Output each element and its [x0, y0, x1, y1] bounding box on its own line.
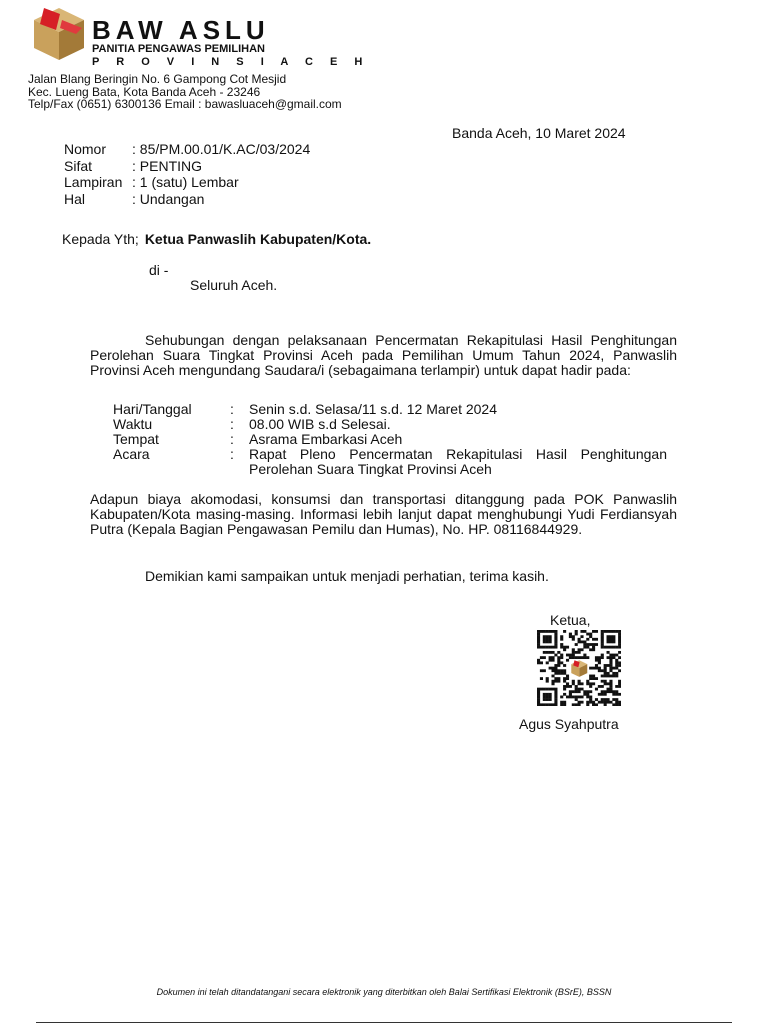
addressee-name: Ketua Panwaslih Kabupaten/Kota.	[144, 231, 372, 247]
schedule-colon: :	[230, 401, 234, 417]
signature-title: Ketua,	[550, 612, 591, 628]
address-line: Kec. Lueng Bata, Kota Banda Aceh - 23246	[28, 85, 261, 99]
meta-label: Sifat	[64, 157, 93, 174]
body-paragraph-2: Adapun biaya akomodasi, konsumsi dan transportasi ditanggung pada POK Panwaslih Kabupaten/Kota masing-masing. Informasi lebih lanjut dapat menghubungi Yudi Ferdiansyah Putra (Kepala Bagian Pengawasan Pemilu dan Humas), No. HP. 08116844929.	[90, 491, 677, 537]
meta-row-lampiran	[64, 174, 310, 191]
place-date: Banda Aceh, 10 Maret 2024	[452, 125, 626, 141]
schedule-row	[113, 432, 667, 447]
meta-row-sifat	[64, 158, 310, 175]
addressee-place: Seluruh Aceh.	[190, 277, 278, 293]
meta-value: : PENTING	[132, 157, 203, 174]
qr-code-icon	[537, 630, 621, 706]
schedule-label: Acara	[113, 446, 150, 462]
schedule-label: Waktu	[113, 416, 153, 432]
body-paragraph-3: Demikian kami sampaikan untuk menjadi perhatian, terima kasih.	[145, 568, 549, 584]
org-name: BAW ASLU	[92, 15, 270, 45]
meta-label: Lampiran	[64, 174, 123, 190]
addressee	[62, 231, 371, 247]
meta-value: : 1 (satu) Lembar	[132, 174, 239, 190]
body-paragraph-1: Sehubungan dengan pelaksanaan Pencermatan Rekapitulasi Hasil Penghitungan Perolehan Suara Tingkat Provinsi Aceh pada Pemilihan Umum Tahun 2024, Panwaslih Provinsi Aceh mengundang Saudara/i (sebagaimana terlampir) untuk dapat hadir pada:	[90, 332, 677, 378]
schedule-colon: :	[230, 431, 234, 447]
meta-value: : 85/PM.00.01/K.AC/03/2024	[132, 141, 311, 157]
schedule-colon: :	[230, 446, 234, 462]
schedule-row	[113, 417, 667, 432]
schedule-value: Senin s.d. Selasa/11 s.d. 12 Maret 2024	[249, 401, 498, 417]
footer-divider	[36, 1022, 732, 1023]
addressee-prefix: Kepada Yth;	[62, 231, 139, 247]
meta-label: Nomor	[64, 141, 107, 157]
schedule-row	[113, 447, 667, 477]
schedule-value: Rapat Pleno Pencermatan Rekapitulasi Hasil Penghitungan Perolehan Suara Tingkat Provinsi Aceh	[249, 446, 667, 477]
schedule-colon: :	[230, 416, 234, 432]
schedule-label: Hari/Tanggal	[113, 401, 192, 417]
org-province: P R O V I N S I A C E H	[92, 56, 370, 68]
schedule-label: Tempat	[113, 431, 159, 447]
letter-meta	[64, 141, 310, 207]
schedule-value: 08.00 WIB s.d Selesai.	[249, 416, 391, 432]
meta-row-nomor	[64, 141, 310, 158]
signatory-name: Agus Syahputra	[519, 716, 619, 732]
address-line: Jalan Blang Beringin No. 6 Gampong Cot Mesjid	[28, 72, 287, 86]
contact-line: Telp/Fax (0651) 6300136 Email : bawasluaceh@gmail.com	[28, 97, 342, 111]
addressee-di: di -	[149, 262, 169, 278]
bawaslu-logo-icon	[30, 4, 88, 62]
e-signature-footer: Dokumen ini telah ditandatangani secara elektronik yang diterbitkan oleh Balai Sertifikasi Elektronik (BSrE), BSSN	[156, 987, 612, 997]
meta-value: : Undangan	[132, 190, 205, 207]
meta-label: Hal	[64, 190, 86, 207]
schedule-row	[113, 402, 667, 417]
meta-row-hal	[64, 191, 310, 208]
org-subtitle: PANITIA PENGAWAS PEMILIHAN	[92, 43, 265, 55]
schedule-value: Asrama Embarkasi Aceh	[249, 431, 403, 447]
schedule-table	[113, 402, 667, 477]
